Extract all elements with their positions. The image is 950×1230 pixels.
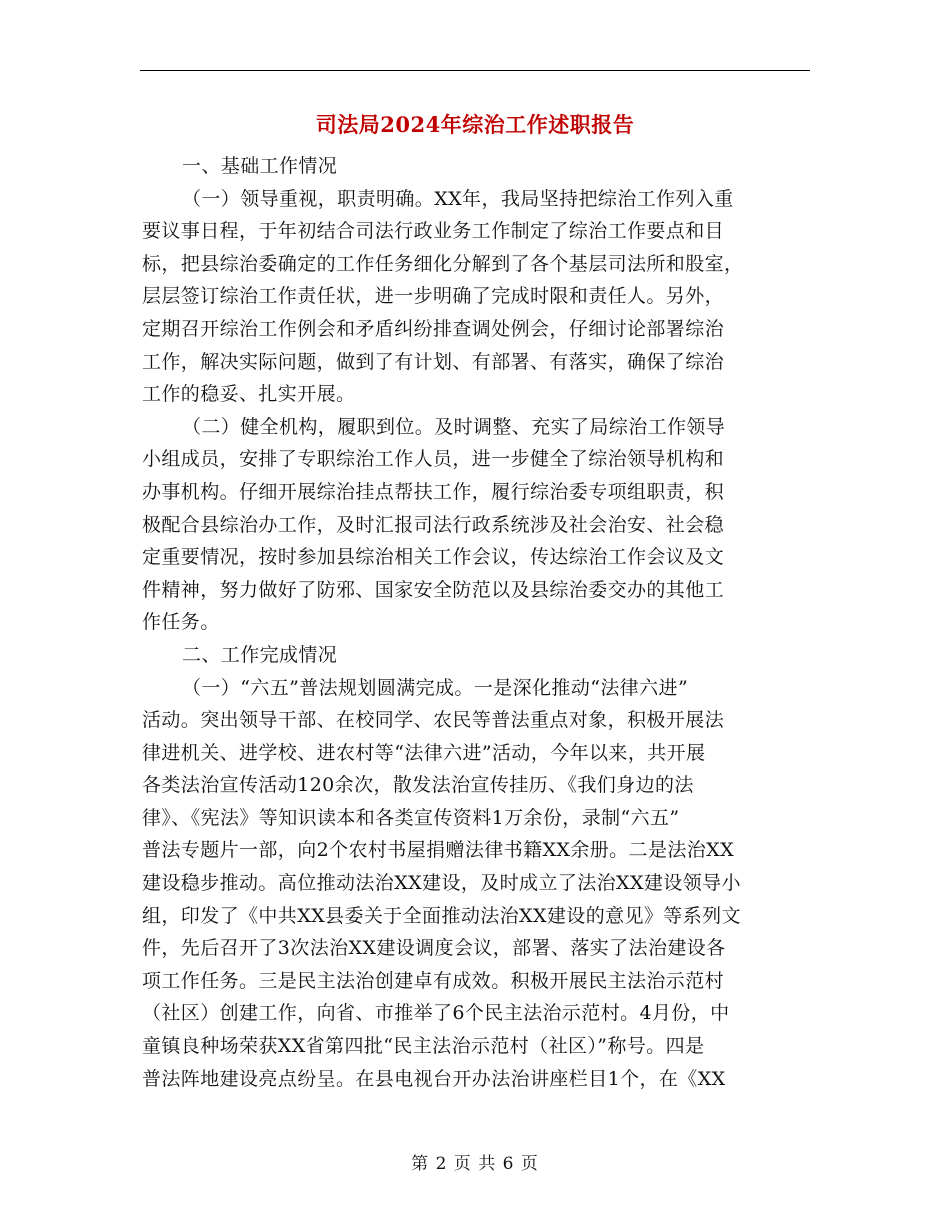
text-line: （社区）创建工作，向省、市推举了6个民主法治示范村。4月份，中: [142, 1002, 730, 1025]
text-line: 建设稳步推动。高位推动法治XX建设，及时成立了法治XX建设领导小: [142, 872, 741, 895]
text-line: 律》、《宪法》等知识读本和各类宣传资料1万余份，录制“六五”: [142, 806, 680, 829]
text-line: 童镇良种场荣获XX省第四批“民主法治示范村（社区）”称号。四是: [142, 1035, 705, 1058]
text-line: 组，印发了《中共XX县委关于全面推动法治XX建设的意见》等系列文: [142, 904, 741, 927]
text-line: 小组成员，安排了专职综治工作人员，进一步健全了综治领导机构和: [142, 448, 725, 471]
text-line: 件精神，努力做好了防邪、国家安全防范以及县综治委交办的其他工: [142, 578, 725, 601]
text-line: 各类法治宣传活动120余次，散发法治宣传挂历、《我们身边的法: [142, 774, 694, 797]
text-line: （二）健全机构，履职到位。及时调整、充实了局综治工作领导: [182, 415, 726, 438]
text-line: 层层签订综治工作责任状，进一步明确了完成时限和责任人。另外，: [142, 285, 725, 308]
text-line: （一）“六五”普法规划圆满完成。一是深化推动“法律六进”: [182, 676, 689, 699]
text-line: 工作，解决实际问题，做到了有计划、有部署、有落实，确保了综治: [142, 350, 725, 373]
text-line: 标，把县综治委确定的工作任务细化分解到了各个基层司法所和股室，: [142, 252, 744, 275]
text-line: 定重要情况，按时参加县综治相关工作会议，传达综治工作会议及文: [142, 546, 725, 569]
text-line: 普法专题片一部，向2个农村书屋捐赠法律书籍XX余册。二是法治XX: [142, 839, 734, 862]
text-line: 二、工作完成情况: [182, 643, 338, 666]
text-line: 件，先后召开了3次法治XX建设调度会议，部署、落实了法治建设各: [142, 937, 726, 960]
document-body: [142, 150, 810, 1095]
page-footer: [0, 1152, 950, 1176]
text-line: 活动。突出领导干部、在校同学、农民等普法重点对象，积极开展法: [142, 709, 725, 732]
page-number-label: 第 2 页 共 6 页: [411, 1154, 539, 1174]
text-line: 律进机关、进学校、进农村等“法律六进”活动，今年以来，共开展: [142, 741, 706, 764]
text-line: 极配合县综治办工作，及时汇报司法行政系统涉及社会治安、社会稳: [142, 513, 725, 536]
text-line: 一、基础工作情况: [182, 155, 338, 177]
text-line: 普法阵地建设亮点纷呈。在县电视台开办法治讲座栏目1个，在《XX: [142, 1067, 726, 1090]
document-title: 司法局2024年综治工作述职报告: [315, 112, 635, 137]
header-rule: [140, 70, 810, 71]
text-line: 作任务。: [142, 611, 220, 634]
text-line: 工作的稳妥、扎实开展。: [142, 383, 356, 406]
text-line: （一）领导重视，职责明确。XX年，我局坚持把综治工作列入重: [182, 187, 734, 210]
text-line: 项工作任务。三是民主法治创建卓有成效。积极开展民主法治示范村: [142, 969, 725, 992]
text-line: 办事机构。仔细开展综治挂点帮扶工作，履行综治委专项组职责，积: [142, 480, 725, 503]
text-line: 要议事日程，于年初结合司法行政业务工作制定了综治工作要点和目: [142, 220, 725, 243]
text-line: 定期召开综治工作例会和矛盾纠纷排查调处例会，仔细讨论部署综治: [142, 317, 725, 340]
